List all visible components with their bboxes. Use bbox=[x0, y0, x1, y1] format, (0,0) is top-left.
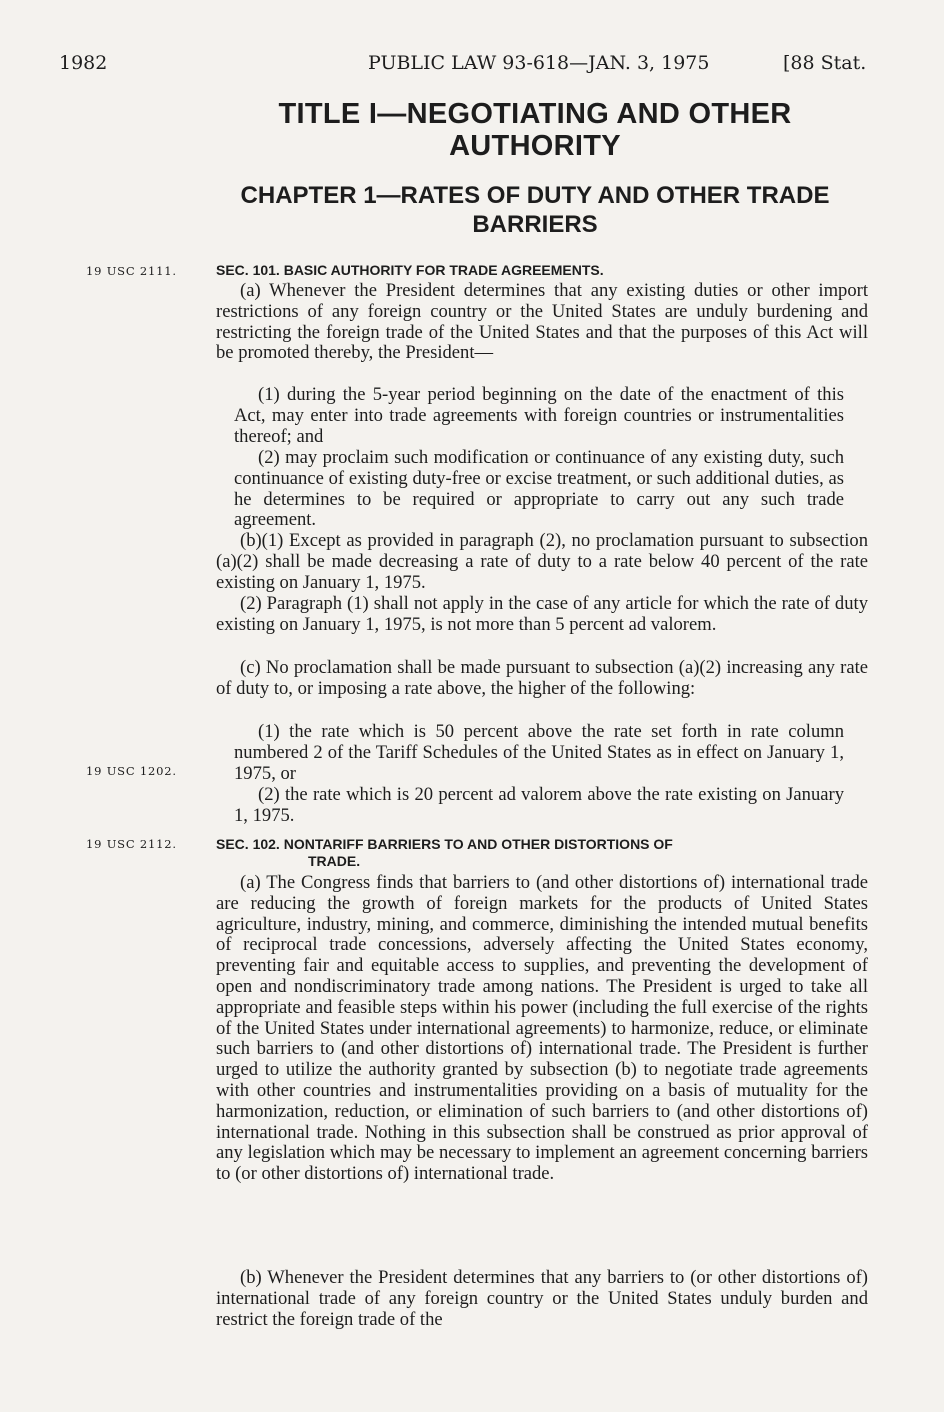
chapter-heading: CHAPTER 1—RATES OF DUTY AND OTHER TRADE BARRIERS bbox=[240, 182, 830, 238]
sec102-b: (b) Whenever the President determines that any barriers to (or other distortions of) international trade of any foreign country or the United States unduly burden and restrict the foreign trade of the bbox=[216, 1267, 868, 1330]
statute-volume: [88 Stat. bbox=[783, 52, 867, 74]
running-head: PUBLIC LAW 93-618—JAN. 3, 1975 bbox=[368, 52, 710, 74]
section-102-heading-line2: TRADE. bbox=[308, 853, 361, 869]
sec101-b1: (b)(1) Except as provided in paragraph (2), no proclamation pursuant to subsection (a)(2) shall be made decreasing a rate of duty to a rate below 40 percent of the rate existing on January 1, 1975. bbox=[216, 530, 868, 593]
sec101-c2: (2) the rate which is 20 percent ad valorem above the rate existing on January 1, 1975. bbox=[234, 784, 844, 826]
sec101-c1: (1) the rate which is 50 percent above the rate set forth in rate column numbered 2 of the Tariff Schedules of the United States as in effect on January 1, 1975, or bbox=[234, 721, 844, 784]
sec101-c: (c) No proclamation shall be made pursuant to subsection (a)(2) increasing any rate of duty to, or imposing a rate above, the higher of the following: bbox=[216, 657, 868, 699]
sec102-a: (a) The Congress finds that barriers to (and other distortions of) international trade are reducing the growth of foreign markets for the products of United States agriculture, industry, mining, and commerce, diminishing the intended mutual benefits of reciprocal trade concessions, adversely affecting the United States economy, preventing fair and equitable access to supplies, and preventing the development of open and nondiscriminatory trade among nations. The President is urged to take all appropriate and feasible steps within his power (including the full exercise of the rights of the United States under international agreements) to harmonize, reduce, or eliminate such barriers to (and other distortions of) international trade. The President is further urged to utilize the authority granted by subsection (b) to negotiate trade agreements with other countries and instrumentalities providing on a basis of mutuality for the harmonization, reduction, or elimination of such barriers to (and other distortions of) international trade. Nothing in this subsection shall be construed as prior approval of any legislation which may be necessary to implement an agreement concerning barriers to (or other distortions of) international trade. bbox=[216, 872, 868, 1185]
margin-note-2111: 19 USC 2111. bbox=[86, 264, 177, 278]
sec101-a: (a) Whenever the President determines that any existing duties or other import restrictions of any foreign country or the United States are unduly burdening and restricting the foreign trade of the United States and that the purposes of this Act will be promoted thereby, the President— bbox=[216, 280, 868, 364]
section-102-heading bbox=[216, 836, 868, 870]
sec101-a2: (2) may proclaim such modification or continuance of any existing duty, such continuance of existing duty-free or excise treatment, or such additional duties, as he determines to be required or appropriate to carry out any such trade agreement. bbox=[234, 447, 844, 531]
page-number: 1982 bbox=[59, 52, 108, 74]
margin-note-1202: 19 USC 1202. bbox=[86, 764, 177, 778]
sec101-b2: (2) Paragraph (1) shall not apply in the case of any article for which the rate of duty existing on January 1, 1975, is not more than 5 percent ad valorem. bbox=[216, 593, 868, 635]
title-heading: TITLE I—NEGOTIATING AND OTHER AUTHORITY bbox=[278, 98, 792, 162]
section-102-heading-line1: SEC. 102. NONTARIFF BARRIERS TO AND OTHER DISTORTIONS OF bbox=[216, 836, 673, 852]
margin-note-2112: 19 USC 2112. bbox=[86, 837, 177, 851]
sec101-a1: (1) during the 5-year period beginning on the date of the enactment of this Act, may enter into trade agreements with foreign countries or instrumentalities thereof; and bbox=[234, 384, 844, 447]
section-101-heading: SEC. 101. BASIC AUTHORITY FOR TRADE AGREEMENTS. bbox=[216, 262, 604, 278]
